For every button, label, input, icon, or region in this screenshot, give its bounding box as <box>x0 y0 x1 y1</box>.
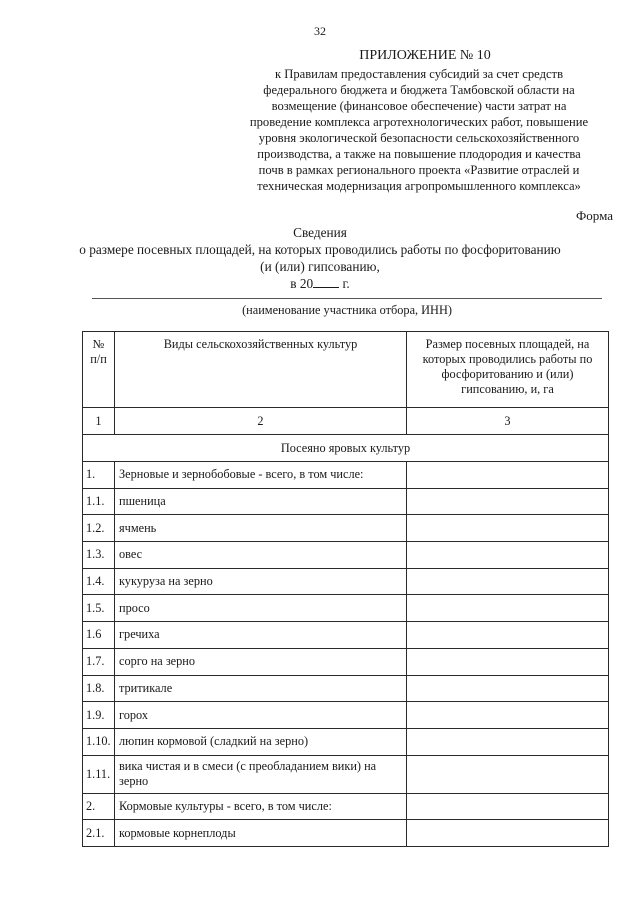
area-value-cell[interactable] <box>407 595 609 622</box>
table-row <box>83 728 609 755</box>
crop-name: овес <box>115 542 407 569</box>
page-number: 32 <box>314 24 326 38</box>
participant-name-field[interactable] <box>92 298 602 299</box>
column-number: 3 <box>407 408 609 435</box>
form-label: Форма <box>576 208 613 223</box>
header-number: № п/п <box>83 332 115 408</box>
crop-name: вика чистая и в смеси (с преобладанием вики) на зерно <box>115 755 407 793</box>
document-title <box>60 224 580 292</box>
appendix-subtitle-line: производства, а также на повышение плодородия и качества <box>257 147 581 161</box>
area-value-cell[interactable] <box>407 675 609 702</box>
table-row <box>83 622 609 649</box>
area-value-cell[interactable] <box>407 793 609 820</box>
year-blank-field[interactable] <box>313 275 339 288</box>
crop-name: тритикале <box>115 675 407 702</box>
year-line <box>60 275 580 292</box>
participant-name-caption: (наименование участника отбора, ИНН) <box>242 303 452 317</box>
section-title: Посеяно яровых культур <box>83 435 609 462</box>
row-number: 1.4. <box>83 568 115 595</box>
year-suffix: г. <box>339 276 350 291</box>
appendix-subtitle-line: федерального бюджета и бюджета Тамбовской области на <box>263 83 575 97</box>
column-number: 1 <box>83 408 115 435</box>
area-value-cell[interactable] <box>407 542 609 569</box>
appendix-subtitle-line: техническая модернизация агропромышленного комплекса» <box>257 179 581 193</box>
area-value-cell[interactable] <box>407 622 609 649</box>
crop-name: просо <box>115 595 407 622</box>
area-value-cell[interactable] <box>407 755 609 793</box>
table-row <box>83 755 609 793</box>
crop-name: ячмень <box>115 515 407 542</box>
table-row <box>83 568 609 595</box>
crop-name: люпин кормовой (сладкий на зерно) <box>115 728 407 755</box>
table-row <box>83 675 609 702</box>
sown-area-table <box>82 331 609 847</box>
appendix-subtitle-line: уровня экологической безопасности сельскохозяйственного <box>258 131 580 145</box>
column-number-row <box>83 408 609 435</box>
crop-name: горох <box>115 702 407 729</box>
document-title-line: о размере посевных площадей, на которых проводились работы по фосфоритованию <box>79 242 561 257</box>
area-value-cell[interactable] <box>407 820 609 847</box>
crop-name: пшеница <box>115 488 407 515</box>
table-row <box>83 542 609 569</box>
row-number: 1.9. <box>83 702 115 729</box>
row-number: 1.6 <box>83 622 115 649</box>
row-number: 1.2. <box>83 515 115 542</box>
crop-name: гречиха <box>115 622 407 649</box>
crop-name: сорго на зерно <box>115 648 407 675</box>
row-number: 2.1. <box>83 820 115 847</box>
header-crop-type: Виды сельскохозяйственных культур <box>115 332 407 408</box>
area-value-cell[interactable] <box>407 702 609 729</box>
table-header-row <box>83 332 609 408</box>
column-number: 2 <box>115 408 407 435</box>
appendix-subtitle <box>228 66 610 194</box>
area-value-cell[interactable] <box>407 728 609 755</box>
row-number: 1.1. <box>83 488 115 515</box>
appendix-subtitle-line: проведение комплекса агротехнологических работ, повышение <box>249 115 589 129</box>
area-value-cell[interactable] <box>407 488 609 515</box>
table-row <box>83 820 609 847</box>
crop-name: Зерновые и зернобобовые - всего, в том числе: <box>115 462 407 489</box>
header-area-size: Размер посевных площадей, на которых проводились работы по фосфоритованию и (или) гипсованию, и, га <box>407 332 609 408</box>
row-number: 1.5. <box>83 595 115 622</box>
table-row <box>83 702 609 729</box>
appendix-subtitle-line: к Правилам предоставления субсидий за счет средств <box>274 67 564 81</box>
row-number: 1.3. <box>83 542 115 569</box>
row-number: 1.8. <box>83 675 115 702</box>
area-value-cell[interactable] <box>407 568 609 595</box>
area-value-cell[interactable] <box>407 515 609 542</box>
table-row <box>83 648 609 675</box>
table-row <box>83 462 609 489</box>
year-prefix: в 20 <box>290 276 314 291</box>
appendix-subtitle-line: почв в рамках регионального проекта «Развитие отраслей и <box>258 163 580 177</box>
section-row <box>83 435 609 462</box>
row-number: 1.11. <box>83 755 115 793</box>
table-row <box>83 515 609 542</box>
area-value-cell[interactable] <box>407 648 609 675</box>
table-row <box>83 793 609 820</box>
document-title-heading: Сведения <box>293 225 347 240</box>
crop-name: кормовые корнеплоды <box>115 820 407 847</box>
crop-name: кукуруза на зерно <box>115 568 407 595</box>
appendix-title: ПРИЛОЖЕНИЕ № 10 <box>359 48 491 63</box>
table-row <box>83 488 609 515</box>
row-number: 1.10. <box>83 728 115 755</box>
row-number: 1.7. <box>83 648 115 675</box>
document-title-line: (и (или) гипсованию, <box>260 259 380 274</box>
area-value-cell[interactable] <box>407 462 609 489</box>
table-row <box>83 595 609 622</box>
row-number: 2. <box>83 793 115 820</box>
appendix-subtitle-line: возмещение (финансовое обеспечение) части затрат на <box>271 99 567 113</box>
crop-name: Кормовые культуры - всего, в том числе: <box>115 793 407 820</box>
row-number: 1. <box>83 462 115 489</box>
